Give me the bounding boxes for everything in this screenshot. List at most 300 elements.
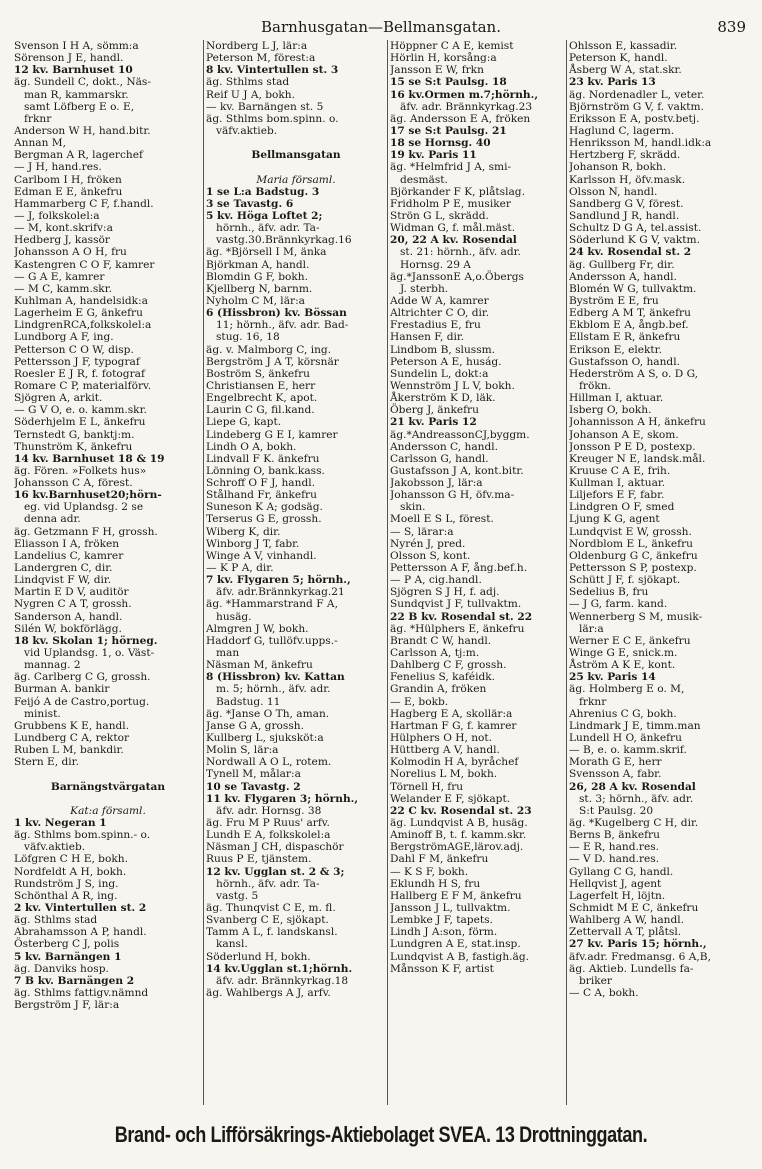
directory-entry: väfv.aktieb. [24,841,86,854]
directory-entry: äg. Danviks hosp. [14,962,109,975]
directory-entry: Adde W A, kamrer [390,294,489,307]
directory-entry: Sanderson A, handl. [14,610,123,623]
directory-entry: vid Uplandsg. 1, o. Väst- [24,647,155,660]
directory-entry: minist. [24,707,61,720]
directory-entry: Eriksson E A, postv.betj. [569,112,700,125]
directory-entry: 26, 28 A kv. Rosendal [569,780,696,793]
directory-entry: Söderhjelm E L, änkefru [14,416,146,429]
directory-entry: Lindh O A, bokh. [206,440,297,453]
directory-entry: äg. Sthlms stad [206,76,290,89]
directory-entry: desmäst. [400,173,448,186]
directory-entry: Löfgren C H E, bokh. [14,853,128,866]
directory-entry: 5 kv. Höga Loftet 2; [206,209,323,222]
directory-entry: — K S F, bokh. [390,865,469,878]
directory-entry: Johansson G H, öfv.ma- [390,489,515,502]
directory-entry: 12 kv. Barnhuset 10 [14,64,133,77]
directory-entry: Brandt C W, handl. [390,634,492,647]
directory-entry: Hederström A S, o. D G, [569,367,699,380]
directory-entry: Byström E E, fru [569,294,659,307]
directory-entry: Fenelius S, kaféidk. [390,671,496,684]
directory-entry: — M, kont.skrifv:a [14,222,113,235]
directory-entry: stug. 16, 18 [216,331,280,344]
directory-entry: Schönthal A R, ing. [14,889,118,902]
directory-entry: äfv. adr. Brännkyrkag.23 [400,100,533,113]
directory-entry: Schroff O F J, handl. [206,477,315,490]
directory-entry: frökn. [579,379,611,392]
directory-entry: mannag. 2 [24,659,81,672]
directory-entry: 25 kv. Paris 14 [569,671,656,684]
directory-entry: Kolmodin H A, byråchef [390,756,519,769]
directory-entry: Sörenson J E, handl. [14,52,124,65]
directory-entry: 18 se Hornsg. 40 [390,137,491,150]
directory-entry: 27 kv. Paris 15; hörnh., [569,938,707,951]
directory-entry: Hörlin H, korsång:a [390,52,497,65]
directory-entry: Stålhand Fr, änkefru [206,489,317,502]
directory-entry: Nordblom E L, änkefru [569,537,693,550]
directory-entry: Zettervall A T, plåtsl. [569,926,682,939]
directory-entry: Moell E S L, förest. [390,513,494,526]
directory-entry: Landergren C, dir. [14,562,113,575]
directory-entry: äfv. adr. Hornsg. 38 [216,804,322,817]
directory-entry: 8 (Hissbron) kv. Kattan [206,671,345,684]
directory-entry: Åkerström K D, läk. [390,392,496,405]
directory-entry: — B, e. o. kamm.skrif. [569,744,687,757]
directory-entry: Olsson S, kont. [390,549,471,562]
directory-entry: Liepe G, kapt. [206,416,282,429]
directory-entry: 15 se S:t Paulsg. 18 [390,76,507,89]
directory-entry: Lundborg A F, ing. [14,331,114,344]
directory-entry: Annan M, [14,137,67,150]
directory-entry: Söderlund K G V, vaktm. [569,234,700,247]
directory-entry: äfv.adr. Fredmansg. 6 A,B, [569,950,711,963]
directory-entry: Wahlberg A W, handl. [569,914,685,927]
directory-entry: Johanson R, bokh. [569,161,667,174]
directory-entry: — G A E, kamrer [14,270,105,283]
directory-entry: Oldenburg G C, änkefru [569,549,698,562]
directory-entry: Svensson A, fabr. [569,768,662,781]
directory-entry: äg. Fören. »Folkets hus» [14,464,147,477]
directory-entry: Wennerberg S M, musik- [569,610,703,623]
directory-entry: Edman E E, änkefru [14,185,123,198]
directory-entry: 22 C kv. Rosendal st. 23 [390,804,532,817]
directory-entry [206,161,386,173]
directory-entry: 2 kv. Vintertullen st. 2 [14,901,147,914]
directory-entry: Näsman M, änkefru [206,659,313,672]
directory-entry: Andersson A, handl. [569,270,677,283]
directory-entry: Blomdin G F, bokh. [206,270,308,283]
directory-entry: Pettersson S P, postexp. [569,562,697,575]
directory-entry: Boström S, änkefru [206,367,310,380]
directory-entry: Lundqvist E W, grossh. [569,525,692,538]
directory-entry: Kjellberg N, barnm. [206,282,313,295]
directory-entry: Reif U J A, bokh. [206,88,295,101]
directory-entry: Welander E F, sjökapt. [390,792,511,805]
directory-entry: Åsberg W A, stat.skr. [569,64,682,77]
directory-entry: Widman G, f. mål.mäst. [390,222,516,235]
directory-entry: — S, lärar:a [390,525,454,538]
directory-entry: Anderson W H, hand.bitr. [14,124,151,137]
directory-entry: eg. vid Uplandsg. 2 se [24,501,144,514]
directory-entry: Roesler E J R, f. fotograf [14,367,145,380]
directory-entry: Lundberg C A, rektor [14,732,130,745]
directory-entry: 7 B kv. Barnängen 2 [14,974,135,987]
directory-entry: Kat:a församl. [70,804,146,817]
directory-entry: 22 B kv. Rosendal st. 22 [390,610,533,623]
directory-entry: äg. Sthlms bom.spinn. o. [206,112,339,125]
directory-entry: Rundström J S, ing. [14,877,119,890]
directory-entry: Lindeberg G E I, kamrer [206,428,338,441]
directory-entry: äg. Getzmann F H, grossh. [14,525,158,538]
directory-entry: Lagerfelt H, löjtn. [569,889,666,902]
directory-entry: Lundh E A, folkskolel:a [206,829,331,842]
directory-entry: 14 kv.Ugglan st.1;hörnh. [206,962,353,975]
directory-entry: Wiberg K, dir. [206,525,281,538]
directory-entry: Ekblom E A, ångb.bef. [569,319,689,332]
directory-entry: — E R, hand.res. [569,841,660,854]
directory-entry: Nyholm C M, lär:a [206,294,305,307]
directory-entry: Altrichter C O, dir. [390,307,490,320]
directory-entry: 16 kv.Ormen m.7;hörnh., [390,88,539,101]
directory-entry: äg. v. Malmborg C, ing. [206,343,332,356]
directory-entry: äg. *Björsell I M, änka [206,246,327,259]
directory-entry: äg. Sundell C, dokt., Näs- [14,76,151,89]
directory-entry: 23 kv. Paris 13 [569,76,656,89]
directory-entry: äg. Lundqvist A B, husäg. [390,817,528,829]
directory-entry: Lembke J F, tapets. [390,914,493,927]
directory-entry: Jakobsson J, lär:a [390,477,483,490]
directory-entry: S:t Paulsg. 20 [579,804,654,817]
directory-entry: Lindmark J E, timm.man [569,719,701,732]
directory-column-1 [14,40,202,1011]
directory-entry: Fridholm P E, musiker [390,197,511,210]
directory-entry: äg. Aktieb. Lundells fa- [569,962,694,975]
directory-entry: Winge G E, snick.m. [569,647,678,660]
directory-entry: — J G, farm. kand. [569,598,668,611]
directory-entry: äg. Sthlms stad [14,914,98,927]
directory-entry: Nyrén J, pred. [390,537,466,550]
directory-entry: Nordwall A O L, rotem. [206,756,332,769]
directory-entry: Månsson K F, artist [390,962,494,975]
directory-entry: 12 kv. Ugglan st. 2 & 3; [206,865,345,878]
directory-entry: Dahl F M, änkefru [390,853,489,866]
directory-entry: Lindh J A:son, förm. [390,926,498,939]
directory-entry: Peterson M, förest:a [206,52,316,65]
directory-entry: Jonsson P E D, postexp. [569,440,696,453]
directory-entry: frknr [24,112,52,125]
directory-entry: — K P A, dir. [206,562,274,575]
directory-entry: Öberg J, änkefru [390,404,479,417]
directory-entry: Johanson A E, skom. [569,428,679,441]
directory-columns [14,40,754,1110]
directory-entry: Hansen F, dir. [390,331,465,344]
directory-entry: — M C, kamm.skr. [14,282,112,295]
directory-entry: Burman A. bankir [14,683,110,696]
directory-entry: Björkander F K, plåtslag. [390,185,525,198]
directory-entry: Isberg O, bokh. [569,404,652,417]
directory-entry: 24 kv. Rosendal st. 2 [569,246,692,259]
directory-entry: Andersson C, handl. [390,440,498,453]
directory-entry: Pettersson A F, ång.bef.h. [390,562,528,575]
directory-entry: Kastengren C O F, kamrer [14,258,155,271]
directory-entry: Strön G L, skrädd. [390,209,489,222]
directory-entry: Nordberg L J, lär:a [206,40,308,52]
directory-entry: Peterson A E, huság. [390,355,502,368]
directory-entry: Sjögren A, arkit. [14,392,103,405]
directory-entry: — C A, bokh. [569,986,639,999]
directory-entry: Landelius C, kamrer [14,549,124,562]
directory-entry: lär:a [579,622,604,635]
directory-entry: Jansson E W, frkn [390,64,484,77]
directory-entry: Schmidt M E C, änkefru [569,901,699,914]
directory-entry: 10 se Tavastg. 2 [206,780,301,793]
directory-entry: Stern E, dir. [14,756,79,769]
directory-entry: Hornsg. 29 A [400,258,471,271]
directory-entry: man R, kammarskr. [24,88,129,101]
directory-entry: Ljung K G, agent [569,513,660,526]
directory-entry: Höppner C A E, kemist [390,40,514,52]
directory-entry: Lagerheim E G, änkefru [14,307,143,320]
directory-entry: äg. *Helmfrid J A, smi- [390,161,512,174]
directory-entry: Hüttberg A V, handl. [390,744,500,757]
directory-entry: 16 kv.Barnhuset20;hörn- [14,489,162,502]
directory-column-2 [206,40,386,999]
directory-entry: Näsman J CH, dispaschör [206,841,344,854]
directory-entry: m. 5; hörnh., äfv. adr. [216,683,331,696]
directory-entry: Hillman I, aktuar. [569,392,664,405]
directory-entry: — J H, hand.res. [14,161,102,174]
directory-entry: Lönning O, bank.kass. [206,464,325,477]
directory-entry: Sedelius B, fru [569,586,649,599]
directory-entry: Terserus G E, grossh. [206,513,322,526]
directory-entry: Gustafsson O, handl. [569,355,680,368]
directory-entry: Carlbom I H, fröken [14,173,122,186]
directory-entry: 7 kv. Flygaren 5; hörnh., [206,574,351,587]
directory-entry: 14 kv. Barnhuset 18 & 19 [14,452,165,465]
directory-entry: LindgrenRCA,folkskolel:a [14,319,152,332]
directory-entry: äg. Carlberg C G, grossh. [14,671,151,684]
directory-entry: Lundqvist A B, fastigh.äg. [390,950,529,963]
directory-entry: samt Löfberg E o. E, [24,100,135,113]
directory-entry [14,793,202,805]
directory-column-4 [569,40,754,999]
directory-entry: Lindqvist F W, dir. [14,574,112,587]
directory-entry: Hertzberg F, skrädd. [569,149,681,162]
directory-entry: Maria församl. [256,173,336,186]
directory-column-3 [390,40,565,975]
directory-entry: Henriksson M, handl.idk:a [569,137,712,150]
directory-entry: Hallberg E F M, änkefru [390,889,522,902]
directory-entry: Nygren C A T, grossh. [14,598,132,611]
directory-entry: Schultz D G A, tel.assist. [569,222,702,235]
directory-entry: Grandin A, fröken [390,683,487,696]
directory-entry: Pettersson J F, typograf [14,355,140,368]
directory-entry: Hagberg E A, skollär:a [390,707,513,720]
directory-entry: äg. *Janse O Th, aman. [206,707,330,720]
directory-entry: hörnh., äfv. adr. Ta- [216,222,320,235]
directory-entry: Badstug. 11 [216,695,281,708]
directory-entry: väfv.aktieb. [216,124,278,137]
directory-entry: Frestadius E, fru [390,319,481,332]
directory-entry: Eklundh H S, fru [390,877,481,890]
directory-entry: st. 3; hörnh., äfv. adr. [579,792,694,805]
directory-entry: Janse G A, grossh. [206,719,304,732]
directory-entry: Romare C P, materialförv. [14,379,152,392]
directory-entry: Carlsson A, tj:m. [390,647,480,660]
directory-entry: Johansson A O H, fru [14,246,127,259]
directory-entry: Svenson I H A, sömm:a [14,40,139,52]
directory-entry: Hedberg J, kassör [14,234,110,247]
directory-entry: Tynell M, målar:a [206,768,301,781]
directory-entry: äg. Nordenadler L, veter. [569,88,705,101]
directory-entry: Schütt J F, f. sjökapt. [569,574,681,587]
directory-entry: Ternstedt G, banktj:m. [14,428,135,441]
directory-entry: st. 21: hörnh., äfv. adr. [400,246,521,259]
directory-entry: Kreuger N E, landsk.mål. [569,452,706,465]
directory-entry: äg.*JanssonE A,o.Öbergs [390,270,524,283]
directory-entry: äg. *Hammarstrand F A, [206,598,338,611]
directory-entry: äg. Wahlbergs A J, arfv. [206,986,331,999]
directory-entry: Johansson C A, förest. [14,477,133,490]
directory-entry: äfv. adr. Brännkyrkag.18 [216,974,349,987]
directory-entry: Hellqvist J, agent [569,877,662,890]
directory-entry: Ruben L M, bankdir. [14,744,124,757]
directory-entry: Åström A K E, kont. [569,659,676,672]
directory-entry: äg. Holmberg E o. M, [569,683,685,696]
directory-entry: Christiansen E, herr [206,379,316,392]
directory-entry: — kv. Barnängen st. 5 [206,100,324,113]
directory-entry: J. sterbh. [400,282,449,295]
directory-entry: Bergman A R, lagerchef [14,149,143,162]
directory-entry: Bellmansgatan [251,149,341,162]
directory-entry: vastg. 5 [216,889,259,902]
directory-entry: Gustafsson J A, kont.bitr. [390,464,524,477]
directory-entry: — G V O, e. o. kamm.skr. [14,404,147,417]
directory-entry: Johannisson A H, änkefru [569,416,706,429]
directory-entry: Haglund C, lagerm. [569,124,675,137]
directory-entry: 20, 22 A kv. Rosendal [390,234,517,247]
directory-entry: 21 kv. Paris 12 [390,416,477,429]
directory-entry: äg. *Kugelberg C H, dir. [569,817,699,829]
directory-entry: Grubbens K E, handl. [14,719,130,732]
directory-entry: Svanberg C E, sjökapt. [206,914,329,927]
directory-entry: Carlsson G, handl. [390,452,489,465]
directory-entry: Winge A V, vinhandl. [206,549,317,562]
directory-entry: 19 kv. Paris 11 [390,149,477,162]
directory-entry: 18 kv. Skolan 1; hörneg. [14,634,158,647]
directory-entry: äg. Sthlms bom.spinn.- o. [14,829,151,842]
directory-entry: Ohlsson E, kassadir. [569,40,678,52]
directory-entry: Lindgren O F, smed [569,501,675,514]
directory-entry: husäg. [216,610,252,623]
directory-entry: äg. Sthlms fattigv.nämnd [14,986,149,999]
directory-entry: Söderlund H, bokh. [206,950,311,963]
directory-entry: 1 kv. Negeran 1 [14,817,107,829]
directory-entry: Abrahamsson A P, handl. [14,926,147,939]
directory-entry: Sjögren S J H, f. adj. [390,586,500,599]
directory-entry: — V D. hand.res. [569,853,660,866]
directory-entry: Kullberg L, sjuksköt:a [206,732,324,745]
directory-entry: Laurin C G, fil.kand. [206,404,315,417]
directory-entry: Sundelin L, dokt:a [390,367,489,380]
directory-entry: Tamm A L, f. landskansl. [206,926,338,939]
directory-entry [14,768,202,780]
directory-entry: Björnström G V, f. vaktm. [569,100,704,113]
directory-entry: Ahrenius C G, bokh. [569,707,677,720]
directory-entry: Blomén W G, tullvaktm. [569,282,697,295]
directory-entry: 17 se S:t Paulsg. 21 [390,124,507,137]
directory-entry: äg. Thunqvist C E, m. fl. [206,901,336,914]
directory-entry: äfv. adr.Brännkyrkag.21 [216,586,345,599]
directory-entry: Molin S, lär:a [206,744,279,757]
directory-entry: kansl. [216,938,248,951]
directory-entry: Kruuse C A E, frih. [569,464,671,477]
directory-entry: Lindbom B, slussm. [390,343,496,356]
directory-entry: 11; hörnh., äfv. adr. Bad- [216,319,349,332]
directory-entry: Lindvall F K. änkefru [206,452,320,465]
directory-entry: Petterson C O W, disp. [14,343,134,356]
directory-entry: Haddorf G, tullöfv.upps.- [206,634,338,647]
directory-entry: Sandlund J R, handl. [569,209,680,222]
directory-entry: man [216,647,240,660]
directory-entry: Sandberg G V, förest. [569,197,684,210]
directory-entry: 3 se Tavastg. 6 [206,197,294,210]
directory-entry: Werner E C E, änkefru [569,634,691,647]
directory-entry: Kullman I, aktuar. [569,477,666,490]
directory-entry: Aminoff B, t. f. kamm.skr. [390,829,527,842]
directory-entry: Barnängstvärgatan [50,780,166,793]
directory-entry: Österberg C J, polis [14,938,120,951]
directory-entry: Björkman A, handl. [206,258,310,271]
directory-entry: Almgren J W, bokh. [206,622,309,635]
directory-entry: Morath G E, herr [569,756,662,769]
page-header [10,18,752,40]
directory-entry: briker [579,974,612,987]
directory-entry: frknr [579,695,607,708]
directory-entry: — J, folkskolel:a [14,209,100,222]
directory-entry: Törnell H, fru [390,780,464,793]
directory-entry: 5 kv. Barnängen 1 [14,950,122,963]
advertisement-footer: Brand- och Lifförsäkrings-Aktiebolaget SVEA. 13 Drottninggatan. [114,1122,648,1147]
directory-entry: Thunström K, änkefru [14,440,133,453]
directory-entry: Gyllang C G, handl. [569,865,674,878]
directory-entry: Eliasson I A, fröken [14,537,120,550]
directory-entry: vastg.30.Brännkyrkag.16 [216,234,352,247]
directory-entry: Berns B, änkefru [569,829,660,842]
directory-entry: Erikson E, elektr. [569,343,662,356]
directory-entry: äg. Andersson E A, fröken [390,112,531,125]
directory-entry: Sundqvist J F, tullvaktm. [390,598,522,611]
directory-entry: Engelbrecht K, apot. [206,392,318,405]
directory-entry: 8 kv. Vintertullen st. 3 [206,64,339,77]
directory-entry: äg. Gullberg Fr, dir. [569,258,675,271]
directory-entry: — P A, cig.handl. [390,574,482,587]
directory-entry: BergströmAGE,lärov.adj. [390,841,524,854]
directory-entry: Bergström J F, lär:a [14,999,120,1012]
directory-entry: Norelius L M, bokh. [390,768,498,781]
directory-entry: äg. *Hülphers E, änkefru [390,622,525,635]
directory-entry: Ruus P E, tjänstem. [206,853,312,866]
directory-entry: 11 kv. Flygaren 3; hörnh., [206,792,359,805]
directory-entry: skin. [400,501,426,514]
directory-entry: Nordfeldt A H, bokh. [14,865,127,878]
directory-entry: Hülphers O H, not. [390,732,493,745]
directory-entry: Karlsson H, öfv.mask. [569,173,686,186]
directory-entry: Dahlberg C F, grossh. [390,659,507,672]
directory-entry: Liljefors E F, fabr. [569,489,665,502]
directory-entry: hörnh., äfv. adr. Ta- [216,877,320,890]
directory-entry: Jansson J L, tullvaktm. [390,901,511,914]
page-number: 839 [717,18,746,36]
